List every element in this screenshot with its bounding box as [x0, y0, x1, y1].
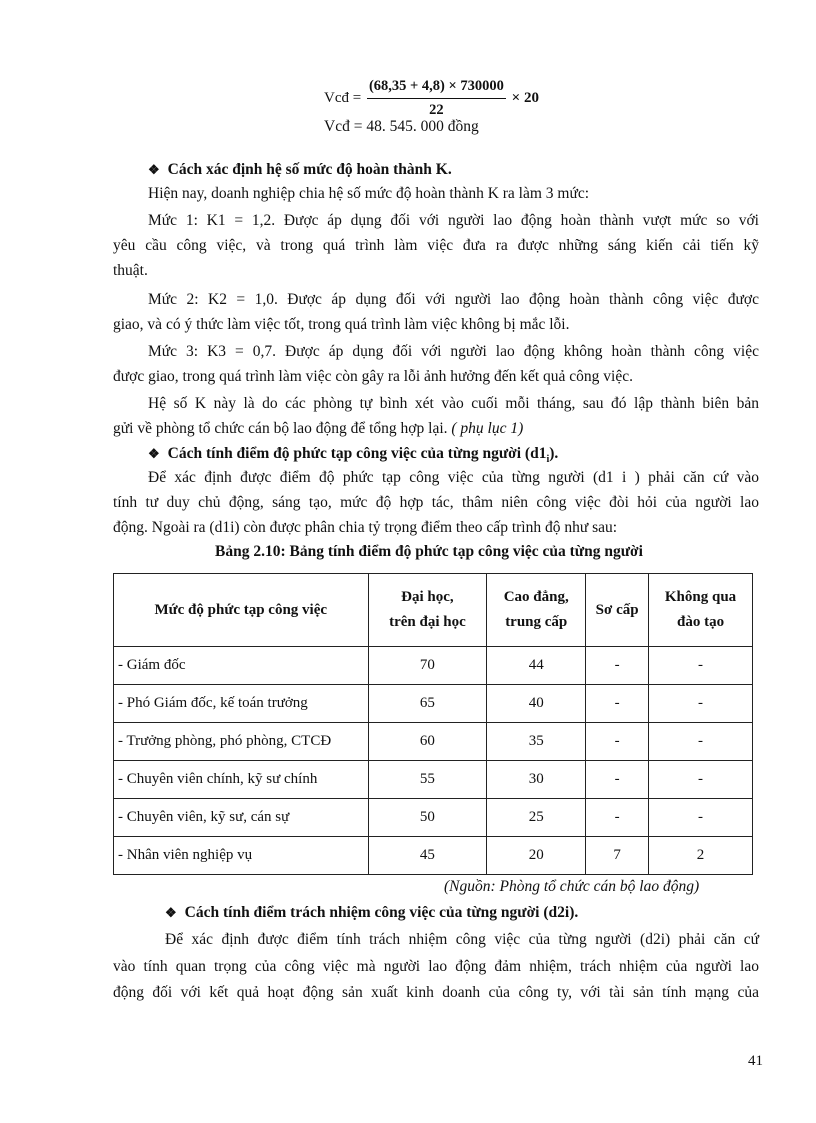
- formula-denominator: 22: [429, 102, 444, 118]
- section-k-heading: ❖ Cách xác định hệ số mức độ hoàn thành K.: [148, 161, 452, 178]
- table-cell: 50: [368, 799, 487, 837]
- muc1-line1: Mức 1: K1 = 1,2. Được áp dụng đối với người lao động hoàn thành vượt mức so với: [148, 212, 759, 229]
- table-cell: 35: [487, 723, 586, 761]
- table-cell: - Giám đốc: [114, 647, 369, 685]
- table-cell: 44: [487, 647, 586, 685]
- muc1-line3: thuật.: [113, 262, 148, 279]
- d1-para-line1: Để xác định được điểm độ phức tạp công việc của từng người (d1 i ) phải căn cứ vào: [148, 469, 759, 486]
- diamond-bullet-icon: ❖: [148, 162, 160, 177]
- table-row: [114, 685, 753, 723]
- section-d1-heading: ❖ Cách tính điểm độ phức tạp công việc của từng người $(d1_i)$.: [148, 445, 559, 466]
- table-cell: 25: [487, 799, 586, 837]
- table-cell: 30: [487, 761, 586, 799]
- header-cell: Không qua đào tạo: [649, 574, 753, 647]
- formula-lhs: Vcđ =: [324, 89, 362, 106]
- table-cell: -: [586, 647, 649, 685]
- complexity-score-table: [113, 573, 753, 875]
- header-cell: Mức độ phức tạp công việc: [114, 574, 369, 647]
- diamond-bullet-icon: ❖: [165, 905, 177, 920]
- table-cell: 70: [368, 647, 487, 685]
- table-cell: - Chuyên viên chính, kỹ sư chính: [114, 761, 369, 799]
- table-header-row: [114, 574, 753, 647]
- table-cell: 65: [368, 685, 487, 723]
- table-cell: 45: [368, 837, 487, 875]
- table-cell: -: [586, 761, 649, 799]
- header-cell: Sơ cấp: [586, 574, 649, 647]
- section-k-intro: Hiện nay, doanh nghiệp chia hệ số mức độ hoàn thành K ra làm 3 mức:: [148, 185, 590, 202]
- table-cell: 7: [586, 837, 649, 875]
- table-cell: 2: [649, 837, 753, 875]
- d2-para-line3: động đối với kết quả hoạt động sản xuất kinh doanh của công ty, với tài sản tính mạng của: [113, 984, 759, 1001]
- table-cell: -: [649, 799, 753, 837]
- d1-para-line3: động. Ngoài ra (d1i) còn được phân chia tỷ trọng điểm theo cấp trình độ như sau:: [113, 519, 618, 536]
- phuluc-ref: ( phụ lục 1): [451, 420, 524, 437]
- table-cell: 20: [487, 837, 586, 875]
- formula-result: Vcđ = 48. 545. 000 đồng: [324, 118, 479, 135]
- muc3-line1: Mức 3: K3 = 0,7. Được áp dụng đối với người lao động không hoàn thành công việc: [148, 343, 759, 360]
- table-row: [114, 723, 753, 761]
- table-cell: - Chuyên viên, kỹ sư, cán sự: [114, 799, 369, 837]
- table-cell: -: [649, 647, 753, 685]
- diamond-bullet-icon: ❖: [148, 446, 160, 461]
- hesok-line2: gửi về phòng tổ chức cán bộ lao động để tổng hợp lại. ( phụ lục 1): [113, 420, 524, 437]
- formula-multiplier: × 20: [511, 89, 539, 106]
- table-row: [114, 837, 753, 875]
- header-cell: Cao đẳng, trung cấp: [487, 574, 586, 647]
- table-cell: -: [649, 761, 753, 799]
- table-cell: 60: [368, 723, 487, 761]
- table-row: [114, 647, 753, 685]
- muc2-line1: Mức 2: K2 = 1,0. Được áp dụng đối với người lao động hoàn thành công việc được: [148, 291, 759, 308]
- header-cell: Đại học, trên đại học: [368, 574, 487, 647]
- muc3-line2: được giao, trong quá trình làm việc còn gây ra lỗi ảnh hưởng đến kết quả công việc.: [113, 368, 633, 385]
- table-row: [114, 761, 753, 799]
- table-cell: - Trưởng phòng, phó phòng, CTCĐ: [114, 723, 369, 761]
- formula-numerator: (68,35 + 4,8) × 730000: [367, 78, 506, 99]
- d1-para-line2: tính tư duy chủ động, sáng tạo, mức độ hợp tác, thâm niên công việc đòi hỏi của người lao: [113, 494, 759, 511]
- table-cell: -: [586, 799, 649, 837]
- muc2-line2: giao, và có ý thức làm việc tốt, trong quá trình làm việc không bị mắc lỗi.: [113, 316, 570, 333]
- table-cell: -: [586, 685, 649, 723]
- hesok-line1: Hệ số K này là do các phòng tự bình xét vào cuối mỗi tháng, sau đó lập thành biên bản: [148, 395, 759, 412]
- table-cell: -: [649, 685, 753, 723]
- d2-para-line2: vào tính quan trọng của công việc mà người lao động đảm nhiệm, trách nhiệm của người lao: [113, 958, 759, 975]
- salary-formula: [324, 78, 539, 119]
- table-cell: 40: [487, 685, 586, 723]
- table-cell: - Phó Giám đốc, kế toán trưởng: [114, 685, 369, 723]
- table-cell: - Nhân viên nghiệp vụ: [114, 837, 369, 875]
- section-d2-heading: ❖ Cách tính điểm trách nhiệm công việc của từng người (d2i).: [165, 904, 579, 921]
- table-caption: Bảng 2.10: Bảng tính điểm độ phức tạp công việc của từng người: [215, 543, 643, 560]
- table-cell: -: [649, 723, 753, 761]
- table-cell: 55: [368, 761, 487, 799]
- table-source: (Nguồn: Phòng tổ chức cán bộ lao động): [444, 878, 700, 895]
- muc1-line2: yêu cầu công việc, và trong quá trình làm việc đưa ra được những sáng kiến cải tiến kỹ: [113, 237, 759, 254]
- table-row: [114, 799, 753, 837]
- formula-fraction: [367, 78, 506, 119]
- page-number: 41: [748, 1053, 763, 1069]
- d2-para-line1: Để xác định được điểm tính trách nhiệm công việc của từng người (d2i) phải căn cứ: [165, 931, 759, 948]
- table-cell: -: [586, 723, 649, 761]
